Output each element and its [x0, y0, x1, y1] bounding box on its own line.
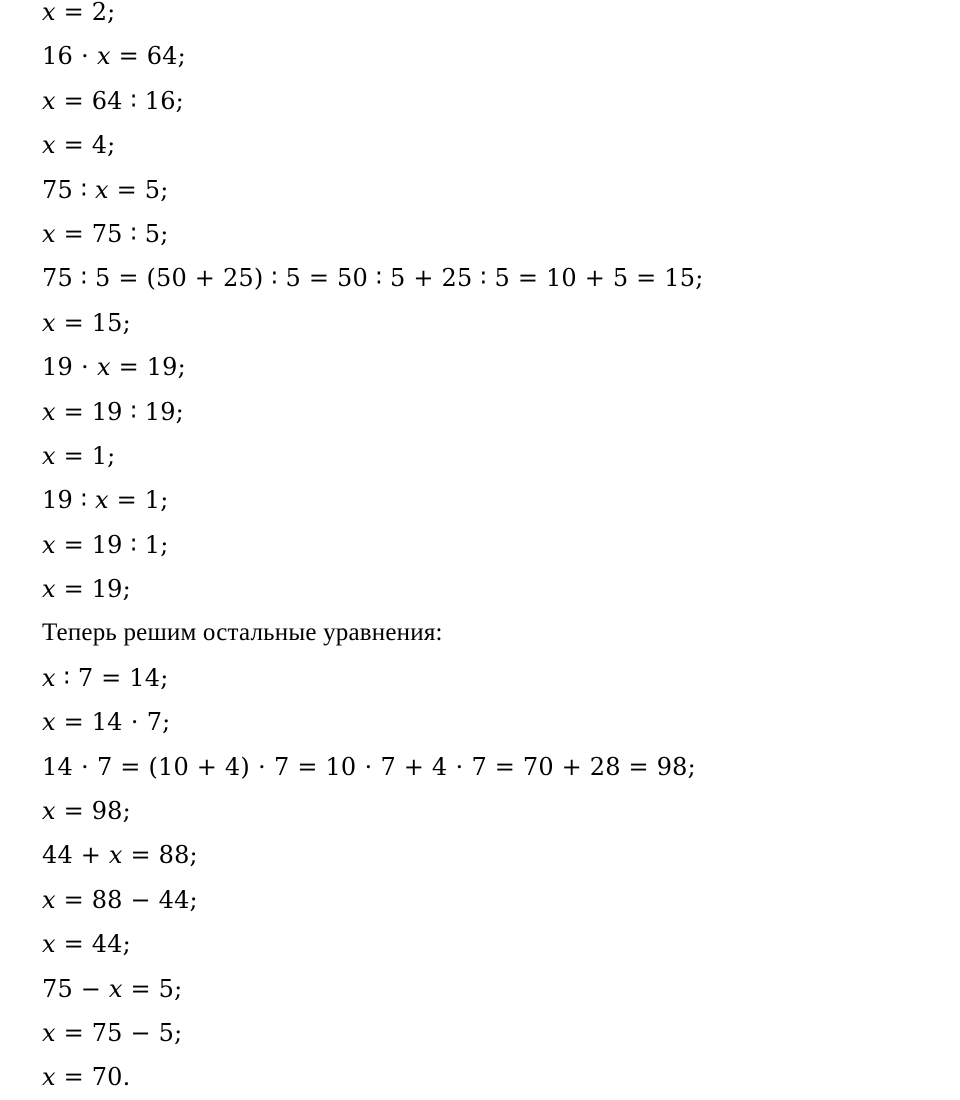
equation-line: 𝑥 = 44;: [42, 930, 131, 959]
equation-line: 14 ⋅ 7 = (10 + 4) ⋅ 7 = 10 ⋅ 7 + 4 ⋅ 7 = 70 + 28 = 98;: [42, 752, 696, 781]
equation-line: 𝑥 = 19 ∶ 19;: [42, 397, 184, 426]
equation-line: 𝑥 = 75 − 5;: [42, 1018, 183, 1047]
solution-document: [42, 0, 704, 1100]
equation-line: 𝑥 = 88 − 44;: [42, 885, 198, 914]
equation-line: 19 ⋅ 𝑥 = 19;: [42, 353, 186, 382]
equation-line: 𝑥 ∶ 7 = 14;: [42, 663, 169, 692]
equation-line: 75 ∶ 5 = (50 + 25) ∶ 5 = 50 ∶ 5 + 25 ∶ 5 = 10 + 5 = 15;: [42, 264, 704, 293]
equation-line: 19 ∶ 𝑥 = 1;: [42, 486, 169, 515]
equation-line: 𝑥 = 64 ∶ 16;: [42, 86, 184, 115]
equation-line: 𝑥 = 2;: [42, 0, 116, 26]
equation-line: 𝑥 = 15;: [42, 308, 131, 337]
equation-line: 𝑥 = 75 ∶ 5;: [42, 219, 169, 248]
equation-line: 𝑥 = 19;: [42, 575, 131, 604]
equation-line: 𝑥 = 1;: [42, 441, 116, 470]
equation-line: 𝑥 = 4;: [42, 131, 116, 160]
text-line: Теперь решим остальные уравнения:: [42, 619, 443, 647]
equation-line: 𝑥 = 14 ⋅ 7;: [42, 708, 171, 737]
equation-line: 𝑥 = 98;: [42, 797, 131, 826]
equation-line: 44 + 𝑥 = 88;: [42, 841, 198, 870]
equation-line: 75 − 𝑥 = 5;: [42, 974, 183, 1003]
equation-line: 75 ∶ 𝑥 = 5;: [42, 175, 169, 204]
equation-line: 𝑥 = 19 ∶ 1;: [42, 530, 169, 559]
equation-line: 𝑥 = 70.: [42, 1063, 131, 1092]
equation-line: 16 ⋅ 𝑥 = 64;: [42, 42, 186, 71]
